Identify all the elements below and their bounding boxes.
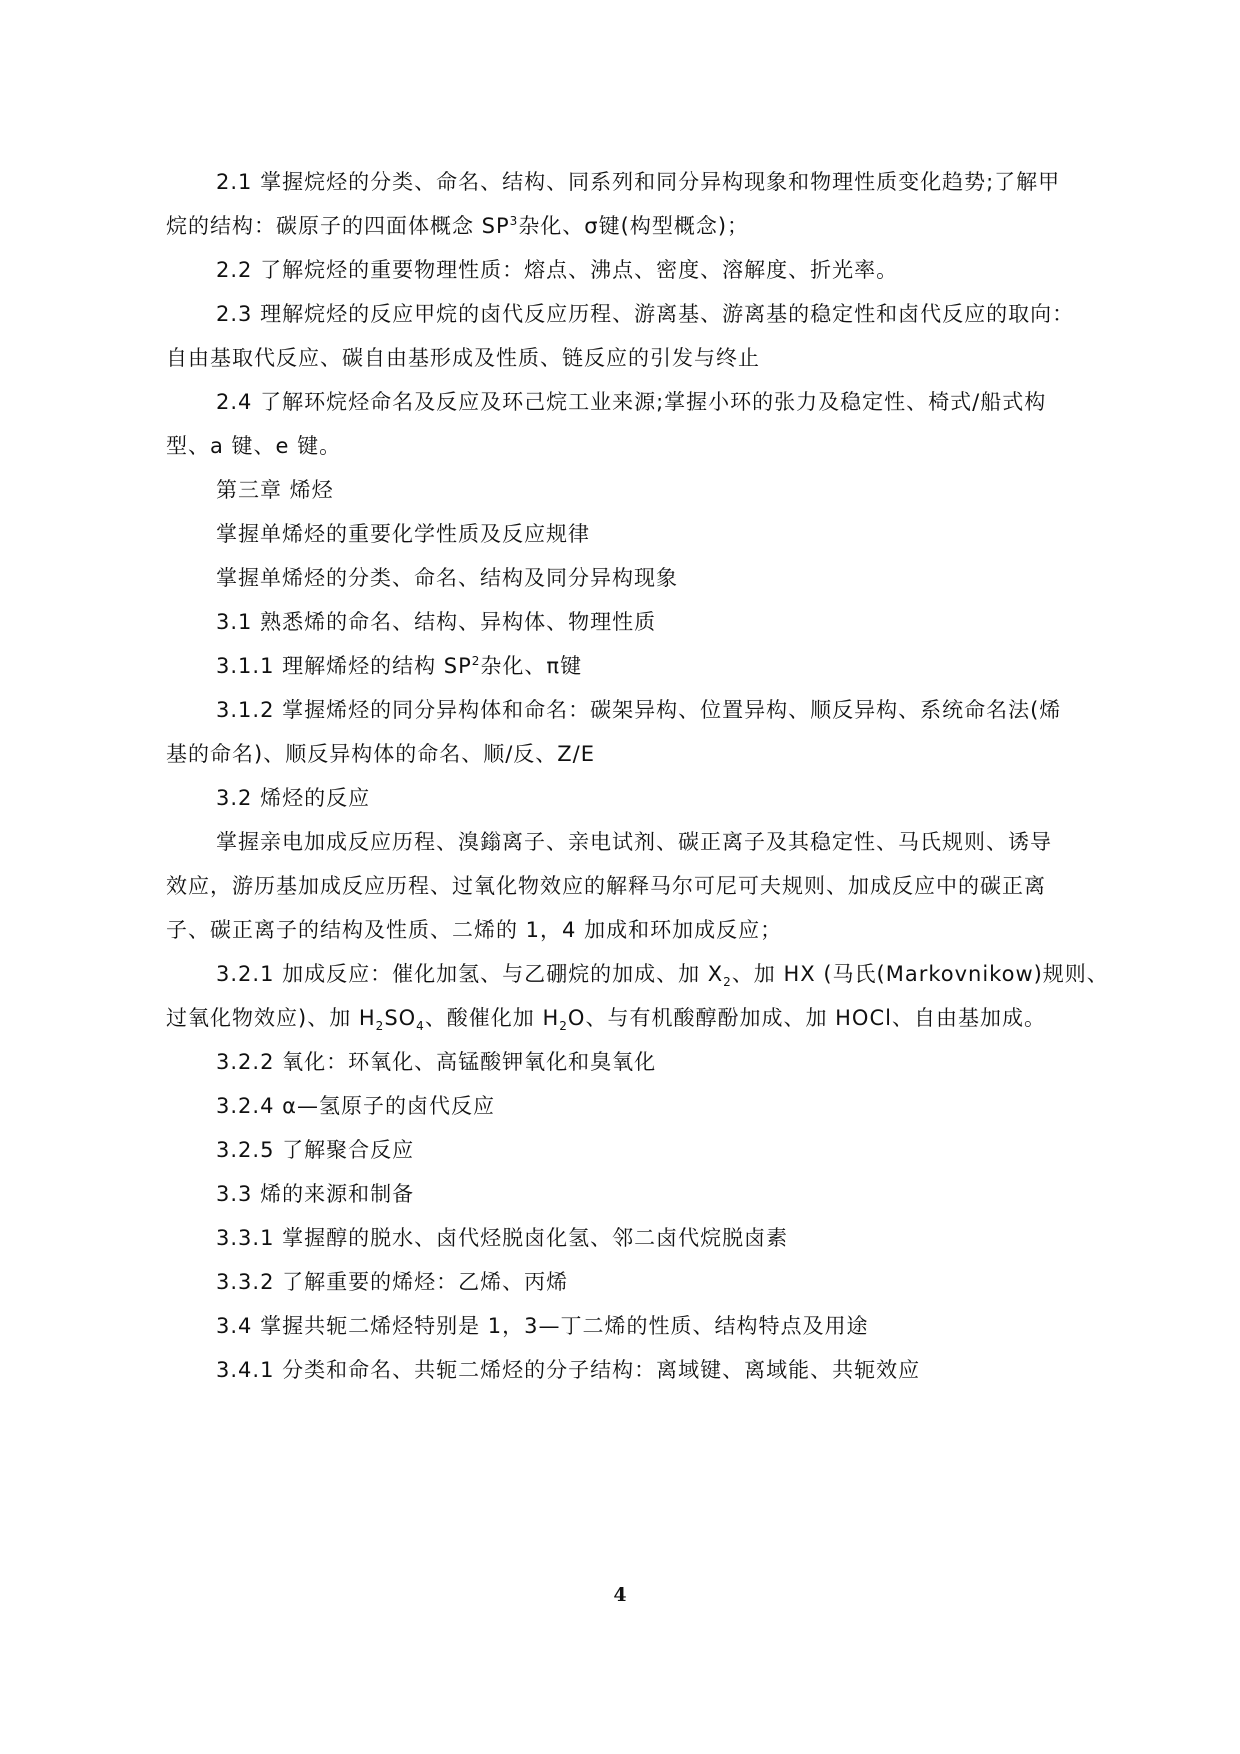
section-3-2-1-line-1: 3.2.1 加成反应：催化加氢、与乙硼烷的加成、加 $X_2$、加 HX (马氏(Markovnikow)规则、 [216, 962, 1109, 990]
section-3-1-1: 3.1.1 理解烯烃的结构 $SP^2$杂化、π键 [216, 654, 583, 678]
section-3-2: 3.2 烯烃的反应 [216, 786, 371, 810]
paragraph-3-2-line-3: 子、碳正离子的结构及性质、二烯的 1，4 加成和环加成反应； [166, 918, 783, 942]
section-3-1-2-line-1: 3.1.2 掌握烯烃的同分异构体和命名：碳架异构、位置异构、顺反异构、系统命名法(烯 [216, 698, 1062, 722]
section-3-3-2: 3.3.2 了解重要的烯烃：乙烯、丙烯 [216, 1270, 569, 1294]
section-3-2-4: 3.2.4 α—氢原子的卤代反应 [216, 1094, 495, 1118]
paragraph-2-4-line-2: 型、a 键、e 键。 [166, 434, 342, 458]
chapter-3-heading: 第三章 烯烃 [216, 478, 334, 502]
paragraph-2-1-line-1: 2.1 掌握烷烃的分类、命名、结构、同系列和同分异构现象和物理性质变化趋势;了解甲 [216, 170, 1061, 194]
paragraph-3-2-line-2: 效应，游历基加成反应历程、过氧化物效应的解释马尔可尼可夫规则、加成反应中的碳正离 [166, 874, 1046, 898]
paragraph-2-1-line-2: 烷的结构：碳原子的四面体概念 $SP^3$杂化、σ键(构型概念)； [166, 214, 750, 238]
paragraph-2-4-line-1: 2.4 了解环烷烃命名及反应及环己烷工业来源;掌握小环的张力及稳定性、椅式/船式构 [216, 390, 1047, 414]
objective-2: 掌握单烯烃的分类、命名、结构及同分异构现象 [216, 566, 678, 590]
section-3-1-2-line-2: 基的命名)、顺反异构体的命名、顺/反、Z/E [166, 742, 595, 766]
page-number: 4 [613, 1584, 627, 1606]
section-3-2-2: 3.2.2 氧化：环氧化、高锰酸钾氧化和臭氧化 [216, 1050, 657, 1074]
section-3-2-5: 3.2.5 了解聚合反应 [216, 1138, 415, 1162]
paragraph-2-3-line-2: 自由基取代反应、碳自由基形成及性质、链反应的引发与终止 [166, 346, 760, 370]
paragraph-2-3-line-1: 2.3 理解烷烃的反应甲烷的卤代反应历程、游离基、游离基的稳定性和卤代反应的取向： [216, 302, 1075, 326]
section-3-1: 3.1 熟悉烯的命名、结构、异构体、物理性质 [216, 610, 657, 634]
paragraph-3-2-line-1: 掌握亲电加成反应历程、溴鎓离子、亲电试剂、碳正离子及其稳定性、马氏规则、诱导 [216, 830, 1052, 854]
section-3-3-1: 3.3.1 掌握醇的脱水、卤代烃脱卤化氢、邻二卤代烷脱卤素 [216, 1226, 789, 1250]
section-3-2-1-line-2: 过氧化物效应)、加 $H_2SO_4$、酸催化加 $H_2O$、与有机酸醇酚加成、加 HOCl、自由基加成。 [166, 1006, 1046, 1034]
objective-1: 掌握单烯烃的重要化学性质及反应规律 [216, 522, 590, 546]
section-3-3: 3.3 烯的来源和制备 [216, 1182, 415, 1206]
section-3-4-1: 3.4.1 分类和命名、共轭二烯烃的分子结构：离域键、离域能、共轭效应 [216, 1358, 921, 1382]
section-3-4: 3.4 掌握共轭二烯烃特别是 1，3—丁二烯的性质、结构特点及用途 [216, 1314, 869, 1338]
paragraph-2-2: 2.2 了解烷烃的重要物理性质：熔点、沸点、密度、溶解度、折光率。 [216, 258, 899, 282]
